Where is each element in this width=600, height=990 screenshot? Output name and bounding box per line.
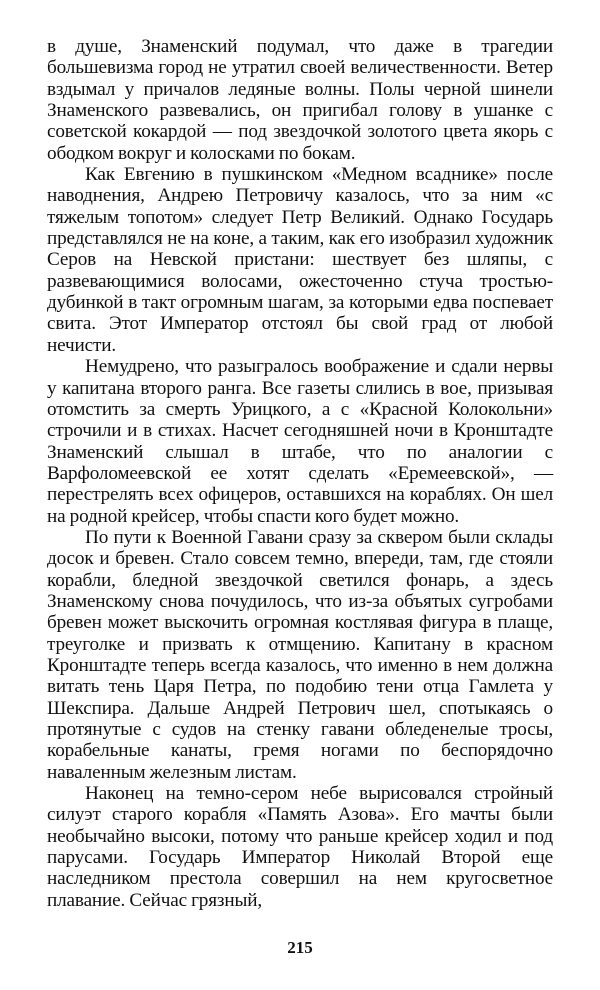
paragraph-1: в душе, Знаменский подумал, что даже в трагедии большевизма город не утратил своей величественности. Ветер вздымал у причалов ледяные волны. Полы черной шинели Знаменского развевались, он пригибал голову в ушанке с советской кокардой — под звездочкой золотого цвета якорь с ободком вокруг и колосками по бокам. [47,36,553,164]
page-number: 215 [287,938,313,957]
paragraph-2: Как Евгению в пушкинском «Медном всаднике» после наводнения, Андрею Петровичу казалось, что за ним «с тяжелым топотом» следует Петр Великий. Однако Государь представлялся не на коне, а таким, как его изобразил художник Серов на Невской пристани: шествует без шляпы, с развевающимися волосами, ожесточенно стуча тростью-дубинкой в такт огромным шагам, за которыми едва поспевает свита. Этот Император отстоял бы свой град от любой нечисти. [47,164,553,356]
paragraph-5: Наконец на темно-сером небе вырисовался стройный силуэт старого корабля «Память Азова». Его мачты были необычайно высоки, потому что раньше крейсер ходил и под парусами. Государь Император Николай Второй еще наследником престола совершил на нем кругосветное плавание. Сейчас грязный, [47,783,553,911]
paragraph-3: Немудрено, что разыгралось воображение и сдали нервы у капитана второго ранга. Все газеты слились в вое, призывая отомстить за смерть Урицкого, а с «Красной Колокольни» строчили и в стихах. Насчет сегодняшней ночи в Кронштадте Знаменский слышал в штабе, что по аналогии с Варфоломеевской ее хотят сделать «Еремеевской», — перестрелять всех офицеров, оставшихся на кораблях. Он шел на родной крейсер, чтобы спасти кого будет можно. [47,356,553,527]
book-page-text [47,36,553,911]
paragraph-4: По пути к Военной Гавани сразу за сквером были склады досок и бревен. Стало совсем темно, впереди, там, где стояли корабли, бледной звездочкой светился фонарь, а здесь Знаменскому снова почудилось, что из-за объятых сугробами бревен может выскочить огромная костлявая фигура в плаще, треуголке и призвать к отмщению. Капитану в красном Кронштадте теперь всегда казалось, что именно в нем должна витать тень Царя Петра, по подобию тени отца Гамлета у Шекспира. Дальше Андрей Петрович шел, спотыкаясь о протянутые с судов на стенку гавани обледенелые тросы, корабельные канаты, гремя ногами по беспорядочно наваленным железным листам. [47,526,553,783]
